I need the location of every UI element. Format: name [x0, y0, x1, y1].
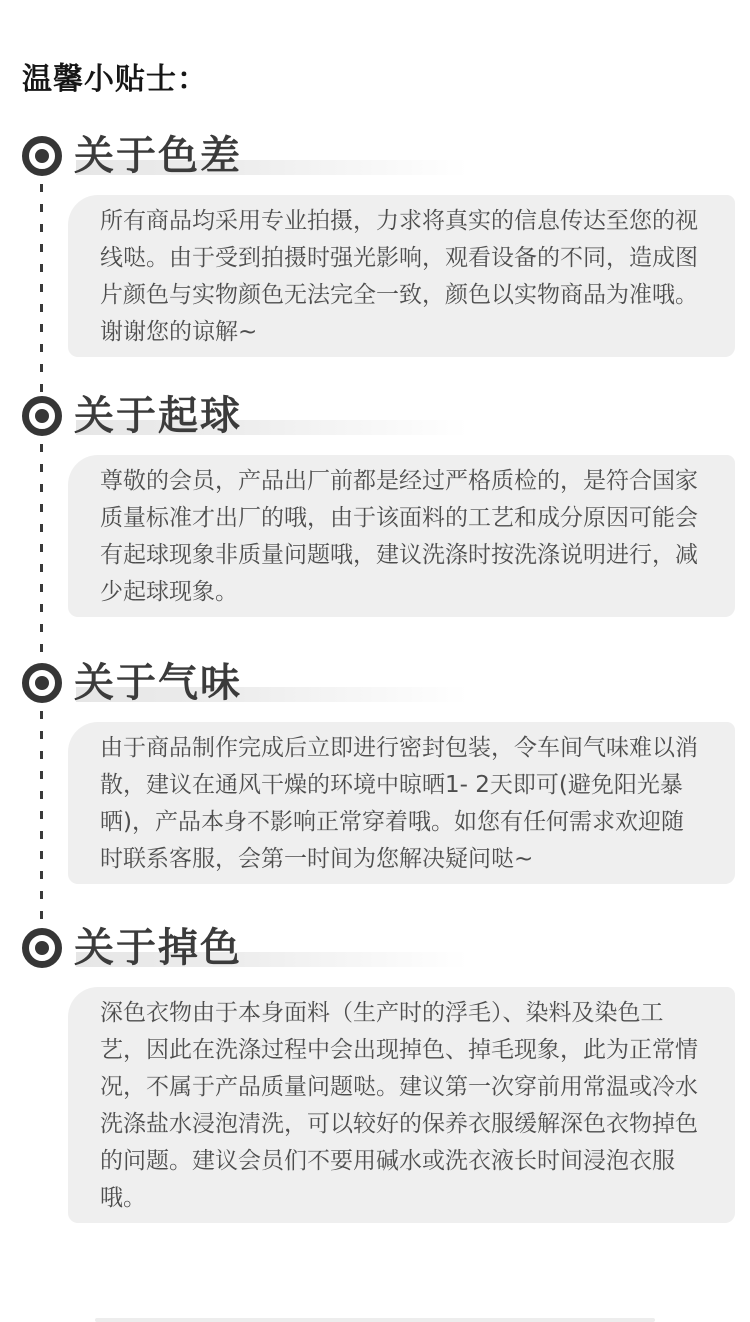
bullseye-icon: [22, 663, 62, 703]
bullseye-dot: [35, 149, 49, 163]
section-header-row: [0, 661, 750, 705]
section-heading: 关于起球: [74, 393, 242, 439]
tip-section-pilling: [0, 394, 750, 617]
tip-section-odor: [0, 661, 750, 884]
section-header-row: [0, 394, 750, 438]
bottom-divider: [95, 1318, 655, 1322]
tip-paragraph: 深色衣物由于本身面料（生产时的浮毛）、染料及染色工艺，因此在洗涤过程中会出现掉色、掉毛现象，此为正常情况，不属于产品质量问题哒。建议第一次穿前用常温或冷水洗涤盐水浸泡清洗，可以较好的保养衣服缓解深色衣物掉色的问题。建议会员们不要用碱水或洗衣液长时间浸泡衣服哦。: [100, 1000, 698, 1211]
section-heading: 关于掉色: [74, 925, 242, 971]
tip-text-box: [68, 722, 735, 884]
tip-paragraph: 所有商品均采用专业拍摄，力求将真实的信息传达至您的视线哒。由于受到拍摄时强光影响，观看设备的不同，造成图片颜色与实物颜色无法完全一致，颜色以实物商品为准哦。谢谢您的谅解~: [100, 208, 698, 345]
tip-paragraph: 由于商品制作完成后立即进行密封包装，令车间气味难以消散，建议在通风干燥的环境中晾晒1- 2天即可(避免阳光暴晒)，产品本身不影响正常穿着哦。如您有任何需求欢迎随时联系客服，会第一时间为您解决疑问哒~: [100, 735, 698, 872]
bullseye-icon: [22, 136, 62, 176]
page-title: 温馨小贴士：: [22, 62, 208, 97]
section-header-row: [0, 926, 750, 970]
section-heading: 关于气味: [74, 660, 242, 706]
bullseye-dot: [35, 941, 49, 955]
tip-text-box: [68, 195, 735, 357]
tip-paragraph: 尊敬的会员，产品出厂前都是经过严格质检的，是符合国家质量标准才出厂的哦，由于该面料的工艺和成分原因可能会有起球现象非质量问题哦，建议洗涤时按洗涤说明进行，减少起球现象。: [100, 468, 698, 605]
tip-text-box: [68, 987, 735, 1223]
bullseye-dot: [35, 409, 49, 423]
section-header-row: [0, 134, 750, 178]
bullseye-icon: [22, 928, 62, 968]
tip-text-box: [68, 455, 735, 617]
bullseye-dot: [35, 676, 49, 690]
section-heading: 关于色差: [74, 133, 242, 179]
tip-section-color-difference: [0, 134, 750, 357]
bullseye-icon: [22, 396, 62, 436]
tip-section-color-fading: [0, 926, 750, 1223]
